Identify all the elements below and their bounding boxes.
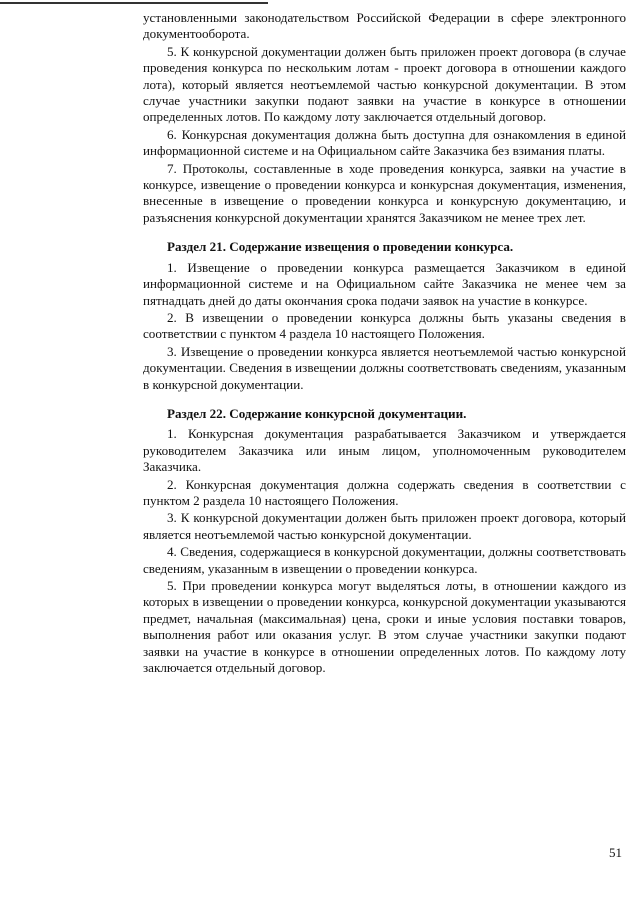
header-rule — [0, 2, 268, 4]
document-body — [143, 10, 626, 677]
section-22-paragraph-2: 2. Конкурсная документация должна содержать сведения в соответствии с пунктом 2 раздела 10 настоящего Положения. — [143, 476, 626, 508]
section-21-paragraph-3: 3. Извещение о проведении конкурса является неотъемлемой частью конкурсной документации. Сведения в извещении должны соответствовать сведениям, указанным в конкурсной документации. — [143, 343, 626, 392]
section-22-paragraph-3: 3. К конкурсной документации должен быть приложен проект договора, который является неотъемлемой частью конкурсной документации. — [143, 510, 626, 542]
section-22-heading: Раздел 22. Содержание конкурсной документации. — [167, 405, 467, 421]
section-22-paragraph-5: 5. При проведении конкурса могут выделяться лоты, в отношении каждого из которых в извещении о проведении конкурса, конкурсной документации указываются предмет, начальная (максимальная) цена, сроки и иные условия поставки товаров, выполнения работ или оказания услуг. В этом случае участники закупки подают заявки на участие в конкурсе в отношении определенных лотов. По каждому лоту заключается отдельный договор. — [143, 578, 626, 676]
paragraph-continuation: установленными законодательством Российской Федерации в сфере электронного документооборота. — [143, 10, 626, 42]
section-22-paragraph-1: 1. Конкурсная документация разрабатывается Заказчиком и утверждается руководителем Заказчика или иным лицом, уполномоченным руководителем Заказчика. — [143, 426, 626, 475]
section-21-paragraph-2: 2. В извещении о проведении конкурса должны быть указаны сведения в соответствии с пунктом 4 раздела 10 настоящего Положения. — [143, 309, 626, 342]
section-22-paragraph-4: 4. Сведения, содержащиеся в конкурсной документации, должны соответствовать сведениям, указанным в извещении о проведении конкурса. — [143, 544, 626, 576]
section-21-paragraph-1: 1. Извещение о проведении конкурса размещается Заказчиком в единой информационной системе и на Официальном сайте Заказчика не менее чем за пятнадцать дней до даты окончания срока подачи заявок на участие в конкурсе. — [143, 259, 626, 308]
paragraph-item-5: 5. К конкурсной документации должен быть приложен проект договора (в случае проведения конкурса по нескольким лотам - проект договора в отношении каждого лота), который является неотъемлемой частью конкурсной документации. В этом случае участники закупки подают заявки на участие в конкурсе в отношении определенных лотов. По каждому лоту заключается отдельный договор. — [143, 43, 626, 125]
paragraph-item-7: 7. Протоколы, составленные в ходе проведения конкурса, заявки на участие в конкурсе, извещение о проведении конкурса и конкурсная документация, изменения, внесенные в извещение о проведении конкурса и конкурсную документацию, и разъяснения конкурсной документации хранятся Заказчиком не менее трех лет. — [143, 160, 626, 225]
section-21-heading: Раздел 21. Содержание извещения о проведении конкурса. — [167, 239, 514, 255]
paragraph-item-6: 6. Конкурсная документация должна быть доступна для ознакомления в единой информационной системе и на Официальном сайте Заказчика без взимания платы. — [143, 126, 626, 159]
page-number: 51 — [609, 844, 622, 860]
